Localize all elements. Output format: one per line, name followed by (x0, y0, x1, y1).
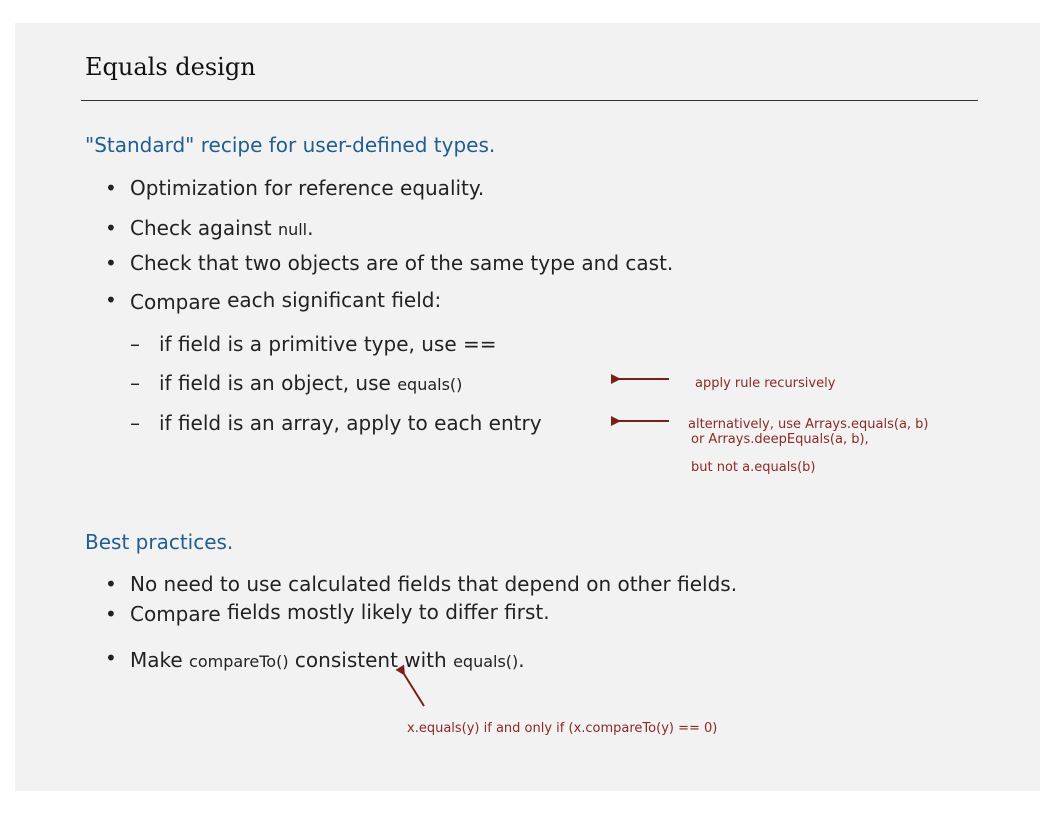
bullet-glyph: • (105, 216, 117, 240)
code-equals: equals() (397, 375, 463, 394)
section-heading-best-practices: Best practices. (85, 530, 234, 554)
slide (15, 23, 1040, 791)
code-equals: equals() (453, 652, 519, 671)
subitem-primitive: if field is a primitive type, use == (159, 332, 497, 356)
bullet-glyph: • (105, 251, 117, 275)
section-heading-recipe: "Standard" recipe for user-defined types. (85, 133, 496, 157)
bullet-glyph: • (105, 646, 117, 670)
bullet-text: Compare (130, 602, 228, 626)
bullet-text: . (518, 648, 525, 672)
code-null: null (277, 220, 308, 239)
bullet-text: each significant field: (227, 288, 442, 312)
bullet-text: Check against (130, 216, 278, 240)
arrow-compareto (404, 674, 424, 706)
subitem-array: if field is an array, apply to each entry (159, 411, 542, 435)
dash-glyph: – (130, 411, 140, 435)
bullet-text: Make (130, 648, 190, 672)
annotation-arrows (15, 23, 1040, 791)
bullet-glyph: • (105, 572, 117, 596)
bullet-text: . (307, 216, 314, 240)
bullet-glyph: • (105, 288, 117, 312)
dash-glyph: – (130, 332, 140, 356)
slide-title: Equals design (85, 53, 256, 81)
note-arrays-line1: alternatively, use Arrays.equals(a, b) (688, 417, 929, 432)
bullet-text: fields mostly likely to differ first. (227, 600, 550, 624)
dash-glyph: – (130, 371, 140, 395)
bullet-glyph: • (105, 176, 117, 200)
bullet-glyph: • (105, 602, 117, 626)
bullet-calculated-fields: No need to use calculated fields that depend on other fields. (130, 572, 738, 596)
note-arrays-line2: or Arrays.deepEquals(a, b), (691, 432, 869, 447)
bullet-same-type: Check that two objects are of the same type and cast. (130, 251, 674, 275)
note-arrays-line3: but not a.equals(b) (691, 460, 816, 475)
note-recursive: apply rule recursively (695, 376, 836, 391)
bullet-reference-equality: Optimization for reference equality. (130, 176, 485, 200)
bullet-text: Compare (130, 290, 228, 314)
subitem-text: if field is an object, use (159, 371, 398, 395)
code-compareto: compareTo() (189, 652, 289, 671)
note-compare-equivalence: x.equals(y) if and only if (x.compareTo(y) == 0) (407, 721, 718, 736)
bullet-text: consistent with (288, 648, 454, 672)
